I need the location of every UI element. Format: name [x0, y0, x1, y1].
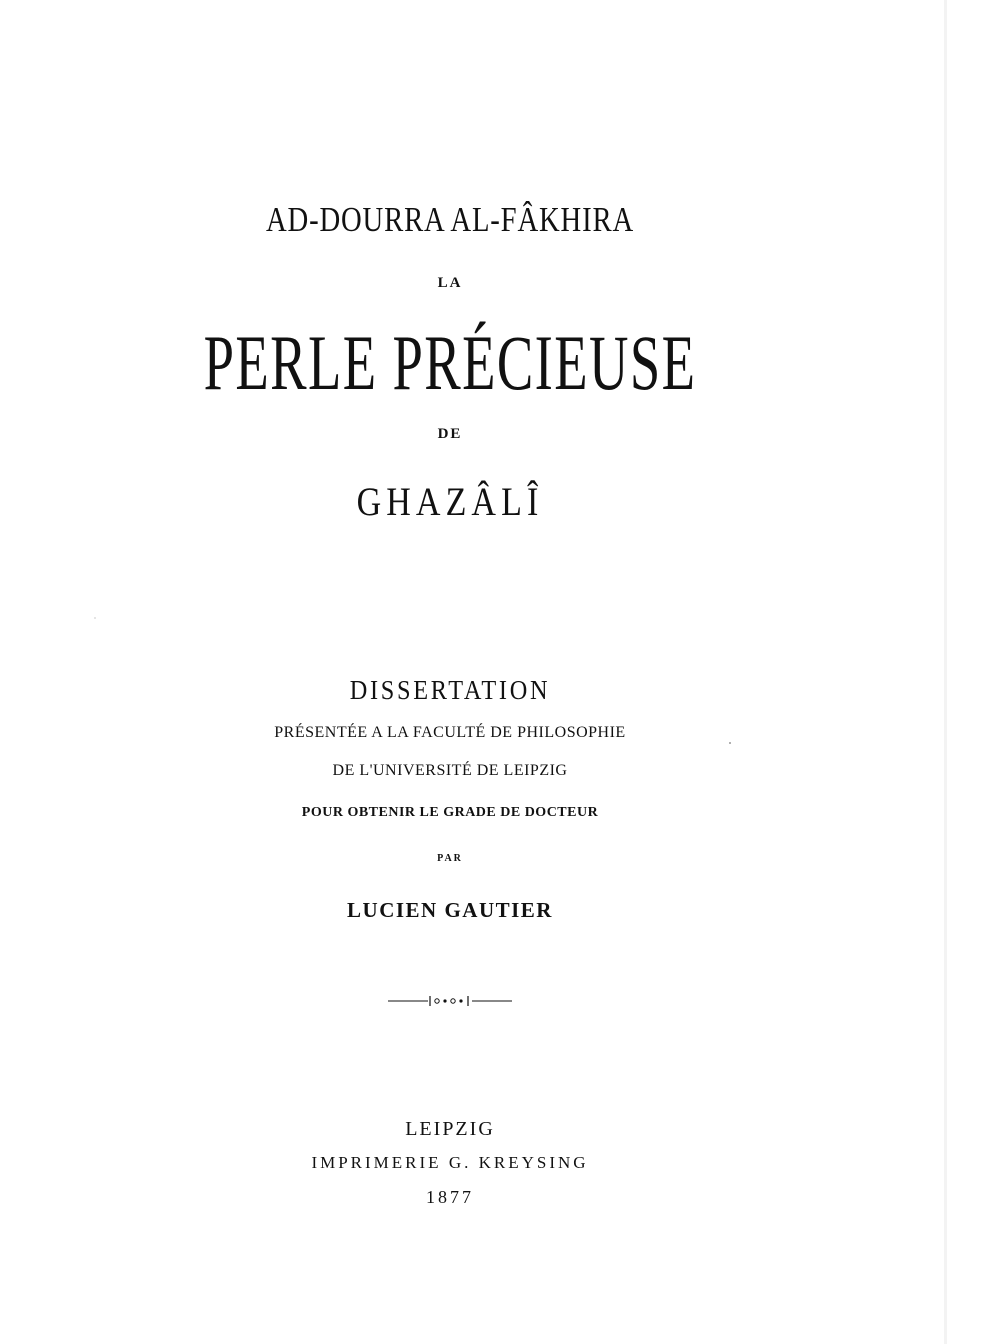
paper-speck: [729, 742, 731, 744]
article-la: LA: [437, 275, 463, 291]
purpose-line: POUR OBTENIR LE GRADE DE DOCTEUR: [301, 805, 599, 820]
arabic-title: AD-DOURRA AL-FÂKHIRA: [265, 200, 635, 239]
page-edge: [944, 0, 947, 1344]
dissertation-heading: DISSERTATION: [349, 675, 551, 705]
year: 1877: [426, 1187, 474, 1207]
university-line: DE L'UNIVERSITÉ DE LEIPZIG: [332, 762, 568, 779]
subject-author: GHAZÂLÎ: [356, 479, 544, 524]
fleuron-divider-icon: [388, 994, 512, 1008]
by-label: PAR: [437, 853, 463, 864]
main-title: PERLE PRÉCIEUSE: [203, 319, 697, 406]
preposition-de: DE: [437, 426, 463, 442]
author-name: LUCIEN GAUTIER: [347, 898, 553, 922]
city: LEIPZIG: [405, 1118, 495, 1140]
paper-speck: [94, 617, 96, 619]
presented-line: PRÉSENTÉE A LA FACULTÉ DE PHILOSOPHIE: [274, 724, 626, 741]
printer: IMPRIMERIE G. KREYSING: [311, 1153, 589, 1172]
